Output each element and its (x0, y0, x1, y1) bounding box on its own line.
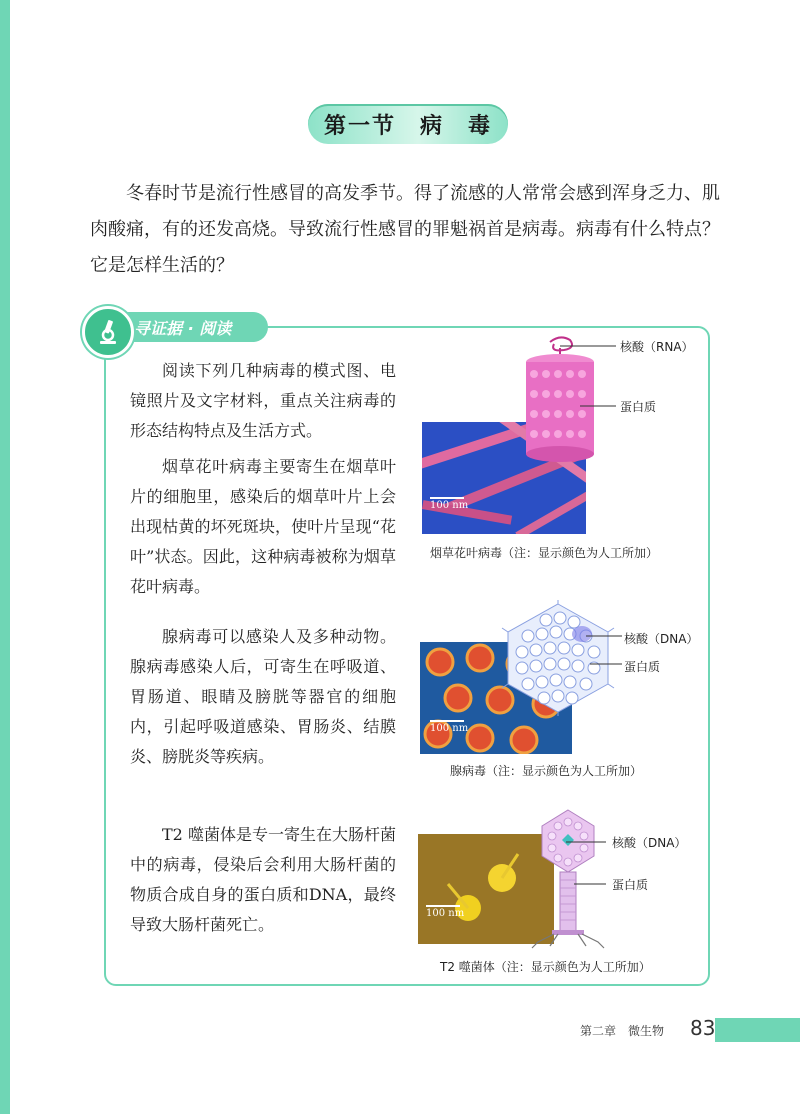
tmv-leader-lines (560, 340, 620, 420)
t2-caption: T2 噬菌体（注：显示颜色为人工所加） (440, 960, 651, 974)
microscope-icon (82, 306, 134, 358)
page-title: 第一节 病 毒 (308, 104, 508, 144)
adeno-leader-lines (586, 630, 626, 670)
t2-protein-label: 蛋白质 (612, 878, 649, 892)
tmv-paragraph: 烟草花叶病毒主要寄生在烟草叶片的细胞里，感染后的烟草叶片上会出现枯黄的坏死斑块，使叶片呈现“花叶”状态。因此，这种病毒被称为烟草花叶病毒。 (130, 457, 396, 596)
page-number: 83 (690, 1016, 716, 1040)
reading-intro: 阅读下列几种病毒的模式图、电镜照片及文字材料，重点关注病毒的形态结构特点及生活方式。 (130, 361, 396, 440)
tmv-protein-label: 蛋白质 (620, 400, 657, 414)
section-heading: 寻证据 · 阅读 (118, 312, 268, 342)
tmv-nucleic-label: 核酸（RNA） (620, 340, 694, 354)
footer-accent-bar (715, 1018, 800, 1042)
chapter-label: 第二章 微生物 (580, 1024, 665, 1038)
adeno-scale: 100 nm (430, 720, 468, 734)
adeno-caption: 腺病毒（注：显示颜色为人工所加） (450, 764, 643, 778)
adeno-nucleic-label: 核酸（DNA） (624, 632, 699, 646)
t2-scale: 100 nm (426, 905, 464, 919)
left-margin-bar (0, 0, 10, 1114)
t2-nucleic-label: 核酸（DNA） (612, 836, 687, 850)
tmv-scale: 100 nm (430, 497, 468, 511)
intro-text: 冬春时节是流行性感冒的高发季节。得了流感的人常常会感到浑身乏力、肌肉酸痛，有的还发高烧。导致流行性感冒的罪魁祸首是病毒。病毒有什么特点？它是怎样生活的？ (90, 183, 720, 276)
t2-paragraph: T2 噬菌体是专一寄生在大肠杆菌中的病毒，侵染后会利用大肠杆菌的物质合成自身的蛋白质和DNA，最终导致大肠杆菌死亡。 (130, 825, 396, 934)
adeno-protein-label: 蛋白质 (624, 660, 661, 674)
adeno-paragraph: 腺病毒可以感染人及多种动物。腺病毒感染人后，可寄生在呼吸道、胃肠道、眼睛及膀胱等器官的细胞内，引起呼吸道感染、胃肠炎、结膜炎、膀胱炎等疾病。 (130, 627, 396, 766)
intro-paragraph (90, 176, 720, 284)
tmv-caption: 烟草花叶病毒（注：显示颜色为人工所加） (430, 546, 659, 560)
t2-leader-lines (566, 836, 610, 890)
